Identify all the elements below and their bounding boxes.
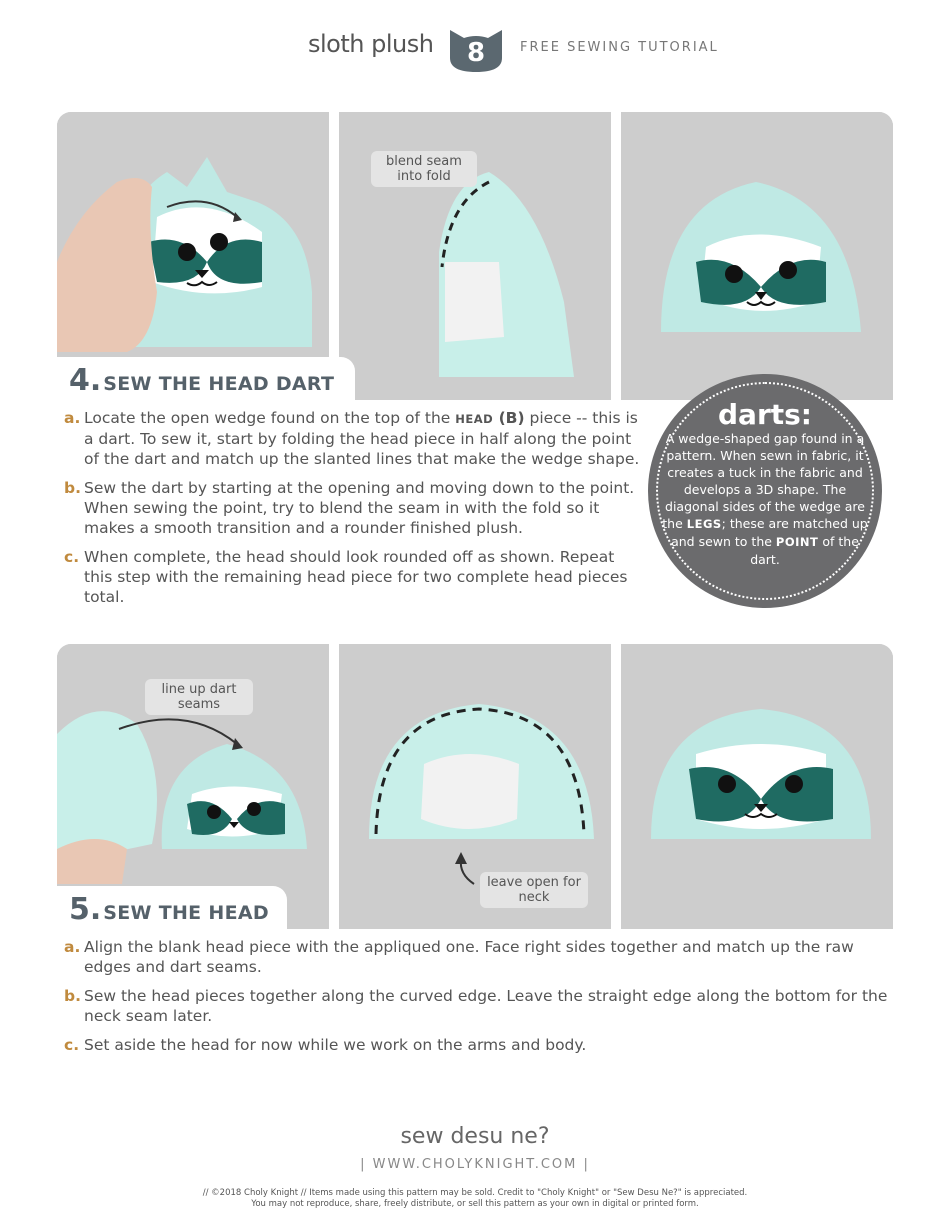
step-5c: c. Set aside the head for now while we work on the arms and body.	[64, 1036, 587, 1054]
photo-head-rounded	[621, 112, 893, 400]
callout-line-up-seams: line up dart seams	[145, 679, 253, 715]
section-5-heading	[57, 886, 287, 929]
section-4-steps	[64, 408, 644, 616]
page-number: 8	[466, 38, 486, 68]
darts-definition-circle	[648, 374, 882, 608]
tutorial-label: FREE SEWING TUTORIAL	[520, 40, 719, 55]
step-5b: b. Sew the head pieces together along the curved edge. Leave the straight edge along the bottom for the neck seam later.	[64, 987, 888, 1025]
photo-head-complete	[621, 644, 893, 929]
step-4c: c. When complete, the head should look rounded off as shown. Repeat this step with the remaining head piece for two complete head pieces total.	[64, 548, 628, 606]
darts-definition-text: A wedge-shaped gap found in a pattern. When sewn in fabric, it creates a tuck in the fabric and develops a 3D shape. The diagonal sides of the wedge are the LEGS; these are matched up and sewn to the POINT of the dart.	[662, 431, 868, 567]
section-4-number: 4.	[69, 363, 102, 398]
section-5-number: 5.	[69, 892, 102, 927]
section-4-title: SEW THE HEAD DART	[103, 373, 335, 395]
section-5-title: SEW THE HEAD	[103, 902, 269, 924]
step-4a: a. Locate the open wedge found on the top of the HEAD (B) piece -- this is a dart. To sew it, start by folding the head piece in half along the point of the dart and match up the slanted lines that make the wedge shape.	[64, 409, 640, 468]
callout-blend-seam: blend seam into fold	[371, 151, 477, 187]
footer-legal: // ©2018 Choly Knight // Items made using this pattern may be sold. Credit to "Choly Knight" or "Sew Desu Ne?" is appreciated. You may not reproduce, share, freely distribute, or sell this pattern as your own in digital or printed form.	[202, 1188, 748, 1209]
step-4b: b. Sew the dart by starting at the opening and moving down to the point. When sewing the point, try to blend the seam in with the fold so it makes a smooth transition and a rounder finished plush.	[64, 479, 635, 537]
darts-title: darts:	[718, 398, 812, 431]
callout-leave-open: leave open for neck	[480, 872, 588, 908]
footer-website-link[interactable]: | WWW.CHOLYKNIGHT.COM |	[360, 1157, 590, 1172]
section-5-steps	[64, 937, 894, 1064]
pattern-title: sloth plush	[308, 30, 434, 58]
step-5a: a. Align the blank head piece with the appliqued one. Face right sides together and match up the raw edges and dart seams.	[64, 938, 854, 976]
footer-brand: sew desu ne?	[400, 1124, 550, 1149]
section-4-heading	[57, 357, 355, 400]
